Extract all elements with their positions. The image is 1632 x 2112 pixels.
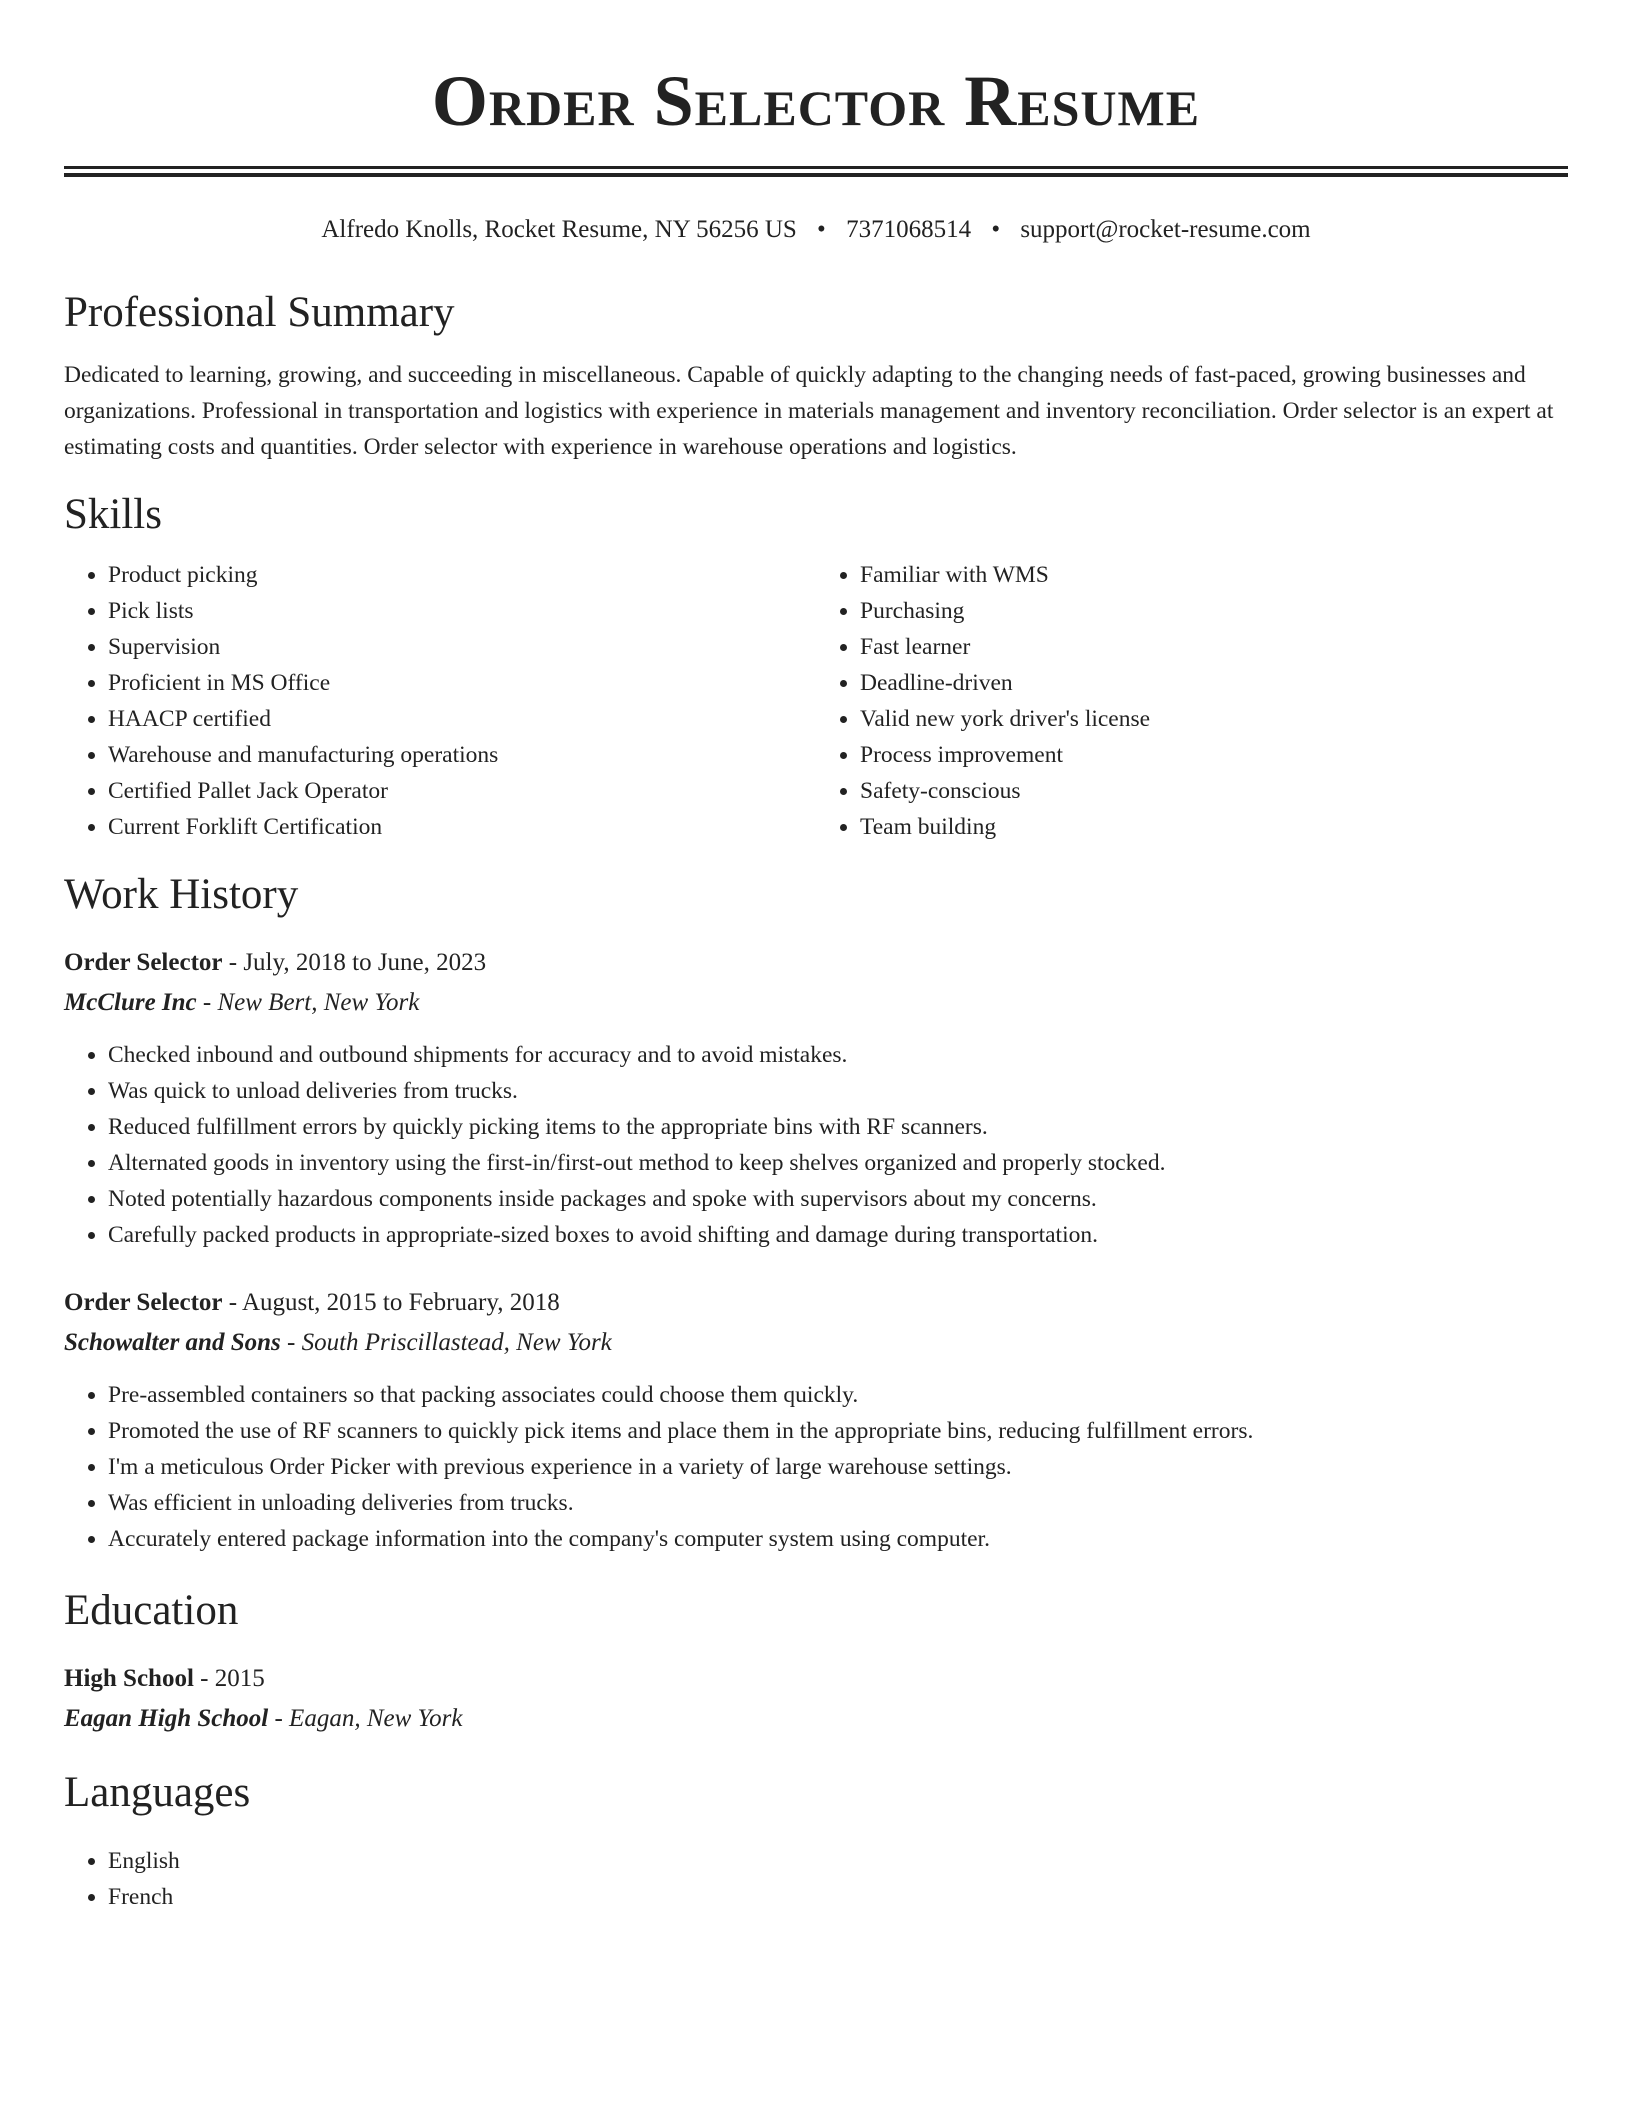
job-employer — [64, 1323, 1568, 1363]
contact-address: Alfredo Knolls, Rocket Resume, NY 56256 US — [321, 216, 797, 243]
contact-separator: • — [817, 216, 826, 243]
job-duty: • Pre-assembled containers so that packing associates could choose them quickly. — [108, 1377, 1568, 1413]
contact-separator: • — [991, 216, 1001, 243]
job-duty: • Was efficient in unloading deliveries from trucks. — [108, 1485, 1568, 1521]
job-duty: • Noted potentially hazardous components inside packages and spoke with supervisors about my concerns. — [108, 1181, 1568, 1217]
education-header — [64, 1659, 1568, 1699]
language-item: • English — [108, 1843, 1568, 1879]
job-duty: • Reduced fulfillment errors by quickly picking items to the appropriate bins with RF scanners. — [108, 1109, 1568, 1145]
job-company: Schowalter and Sons — [64, 1329, 281, 1356]
skills-heading: Skills — [64, 491, 162, 538]
job-dates: - July, 2018 to June, 2023 — [222, 949, 487, 976]
education-heading: Education — [64, 1587, 239, 1634]
skill-item: • HAACP certified — [108, 701, 816, 737]
job-duty: • Accurately entered package information into the company's computer system using computer. — [108, 1521, 1568, 1557]
languages-list — [64, 1843, 1568, 1915]
job-position: Order Selector — [64, 1289, 223, 1316]
job-duty: • Promoted the use of RF scanners to quickly pick items and place them in the appropriate bins, reducing fulfillment errors. — [108, 1413, 1568, 1449]
skill-item: • Current Forklift Certification — [108, 809, 816, 845]
skills-list-left — [64, 557, 816, 845]
job-duties-list — [64, 1377, 1568, 1557]
skills-list-right — [816, 557, 1568, 845]
summary-text: Dedicated to learning, growing, and succeeding in miscellaneous. Capable of quickly adapting to the changing needs of fast-paced, growing businesses and organizations. Professional in transportation and logistics with experience in materials management and inventory reconciliation. Order selector is an expert at estimating costs and quantities. Order selector with experience in warehouse operations and logistics. — [64, 362, 1554, 460]
skill-item: • Supervision — [108, 629, 816, 665]
job-position: Order Selector — [64, 949, 223, 976]
job-header — [64, 1283, 1568, 1323]
job-duties-list — [64, 1037, 1568, 1253]
job-duty: • Carefully packed products in appropriate-sized boxes to avoid shifting and damage during transportation. — [108, 1217, 1568, 1253]
languages-heading: Languages — [64, 1769, 251, 1816]
skills-columns — [64, 557, 1568, 845]
job-dates: - August, 2015 to February, 2018 — [222, 1289, 560, 1316]
job-location: - New Bert, New York — [196, 989, 420, 1016]
resume-title: Order Selector Resume — [431, 61, 1201, 141]
education-year: - 2015 — [193, 1665, 265, 1692]
education-school-line — [64, 1699, 1568, 1739]
skill-item: • Team building — [860, 809, 1568, 845]
work-history-heading: Work History — [64, 871, 299, 918]
job-duty: • Was quick to unload deliveries from trucks. — [108, 1073, 1568, 1109]
skill-item: • Certified Pallet Jack Operator — [108, 773, 816, 809]
education-school: Eagan High School — [64, 1705, 269, 1732]
job-duty: • I'm a meticulous Order Picker with previous experience in a variety of large warehouse settings. — [108, 1449, 1568, 1485]
skill-item: • Product picking — [108, 557, 816, 593]
contact-email: support@rocket-resume.com — [1020, 216, 1311, 243]
job-duty: • Alternated goods in inventory using the first-in/first-out method to keep shelves organized and properly stocked. — [108, 1145, 1568, 1181]
skill-item: • Deadline-driven — [860, 665, 1568, 701]
skill-item: • Familiar with WMS — [860, 557, 1568, 593]
skill-item: • Pick lists — [108, 593, 816, 629]
job-location: - South Priscillastead, New York — [280, 1329, 612, 1356]
job-header — [64, 943, 1568, 983]
education-location: - Eagan, New York — [268, 1705, 463, 1732]
contact-line — [64, 213, 1568, 247]
resume-page — [64, 0, 1568, 1915]
job-entry — [64, 943, 1568, 1253]
skill-item: • Warehouse and manufacturing operations — [108, 737, 816, 773]
job-employer — [64, 983, 1568, 1023]
skill-item: • Valid new york driver's license — [860, 701, 1568, 737]
skill-item: • Purchasing — [860, 593, 1568, 629]
contact-phone: 7371068514 — [846, 216, 972, 243]
job-company: McClure Inc — [64, 989, 197, 1016]
skill-item: • Fast learner — [860, 629, 1568, 665]
job-entry — [64, 1283, 1568, 1557]
skill-item: • Safety-conscious — [860, 773, 1568, 809]
skill-item: • Process improvement — [860, 737, 1568, 773]
language-item: • French — [108, 1879, 1568, 1915]
education-degree: High School — [64, 1665, 194, 1692]
skill-item: • Proficient in MS Office — [108, 665, 816, 701]
title-divider — [64, 166, 1568, 177]
job-duty: • Checked inbound and outbound shipments for accuracy and to avoid mistakes. — [108, 1037, 1568, 1073]
summary-heading: Professional Summary — [64, 289, 455, 336]
